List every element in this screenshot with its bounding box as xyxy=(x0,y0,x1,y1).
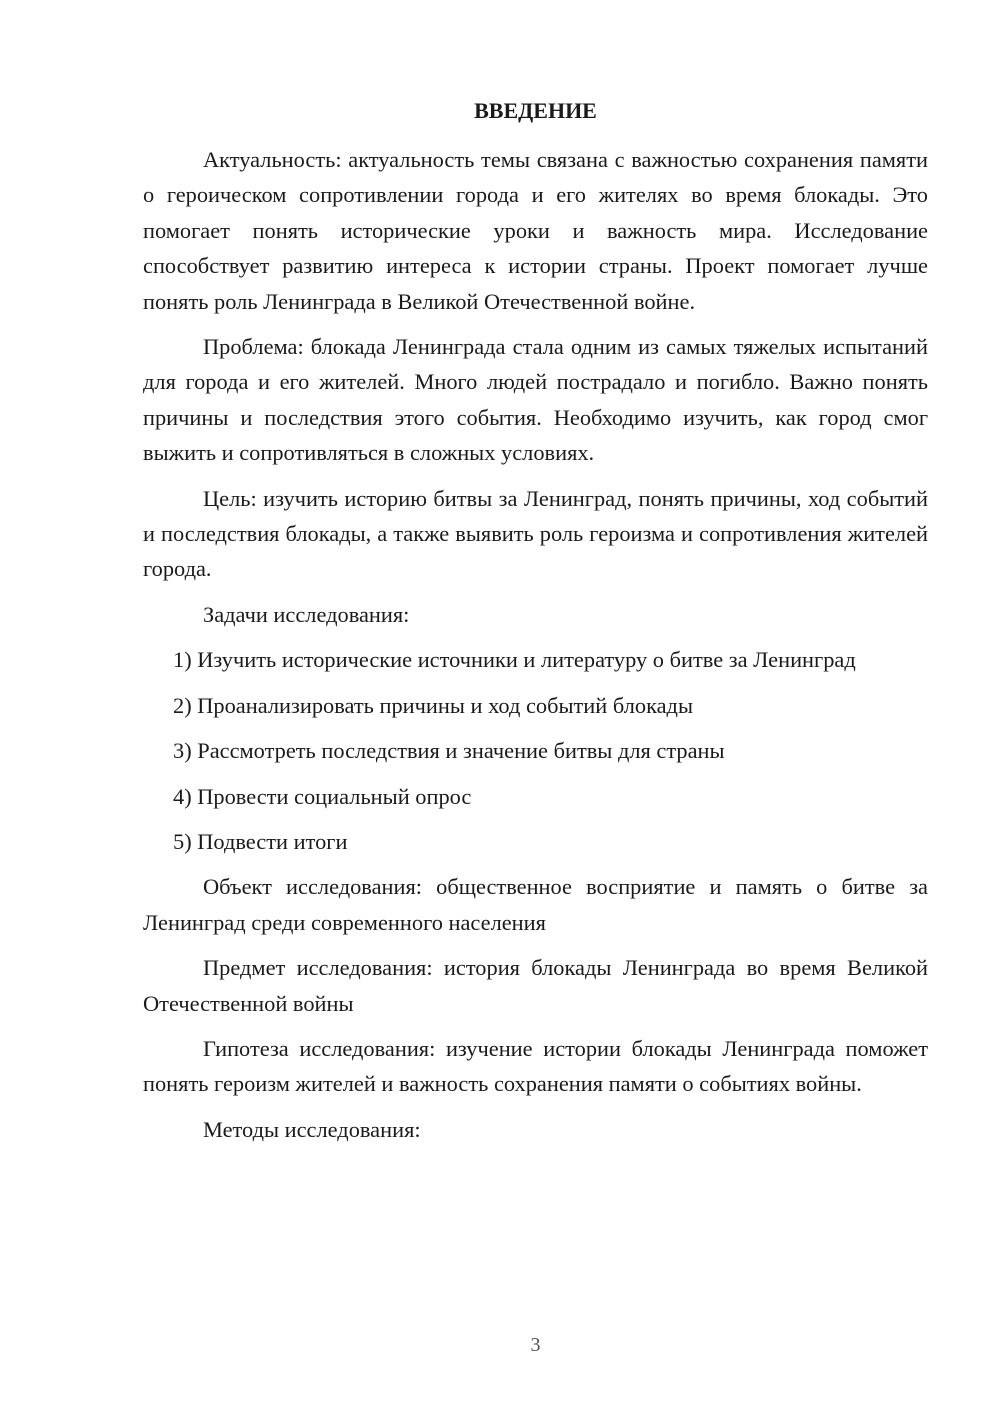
document-page xyxy=(143,0,928,1414)
paragraph-object: Объект исследования: общественное восприятие и память о битве за Ленинград среди современного населения xyxy=(143,874,928,935)
paragraph-subject: Предмет исследования: история блокады Ленинграда во время Великой Отечественной войны xyxy=(143,955,928,1016)
page-title: ВВЕДЕНИЕ xyxy=(474,98,597,123)
document-body xyxy=(143,142,928,1157)
paragraph-hypothesis: Гипотеза исследования: изучение истории блокады Ленинграда поможет понять героизм жителей и важность сохранения памяти о событиях войны. xyxy=(143,1035,928,1097)
list-item: 5) Подвести итоги xyxy=(173,828,348,854)
paragraph-relevance: Актуальность: актуальность темы связана с важностью сохранения памяти о героическом сопротивлении города и его жителях во время блокады. Это помогает понять исторические уроки и важность мира. Исследование способствует развитию интереса к истории страны. Проект помогает лучше понять роль Ленинграда в Великой Отечественной войне. xyxy=(143,147,928,314)
paragraph-problem: Проблема: блокада Ленинграда стала одним из самых тяжелых испытаний для города и его жителей. Много людей пострадало и погибло. Важно понять причины и последствия этого события. Необходимо изучить, как город смог выжить и сопротивляться в сложных условиях. xyxy=(143,334,928,466)
list-item: 3) Рассмотреть последствия и значение битвы для страны xyxy=(173,738,725,764)
paragraph-tasks-title: Задачи исследования: xyxy=(203,601,410,627)
paragraph-methods-title: Методы исследования: xyxy=(203,1116,421,1142)
list-item: 1) Изучить исторические источники и литературу о битве за Ленинград xyxy=(173,647,856,673)
list-item: 2) Проанализировать причины и ход событий блокады xyxy=(173,692,693,718)
list-item: 4) Провести социальный опрос xyxy=(173,783,472,809)
page-number: 3 xyxy=(530,1334,541,1356)
paragraph-goal: Цель: изучить историю битвы за Ленинград, понять причины, ход событий и последствия блокады, а также выявить роль героизма и сопротивления жителей города. xyxy=(143,485,928,582)
tasks-list xyxy=(143,642,928,859)
